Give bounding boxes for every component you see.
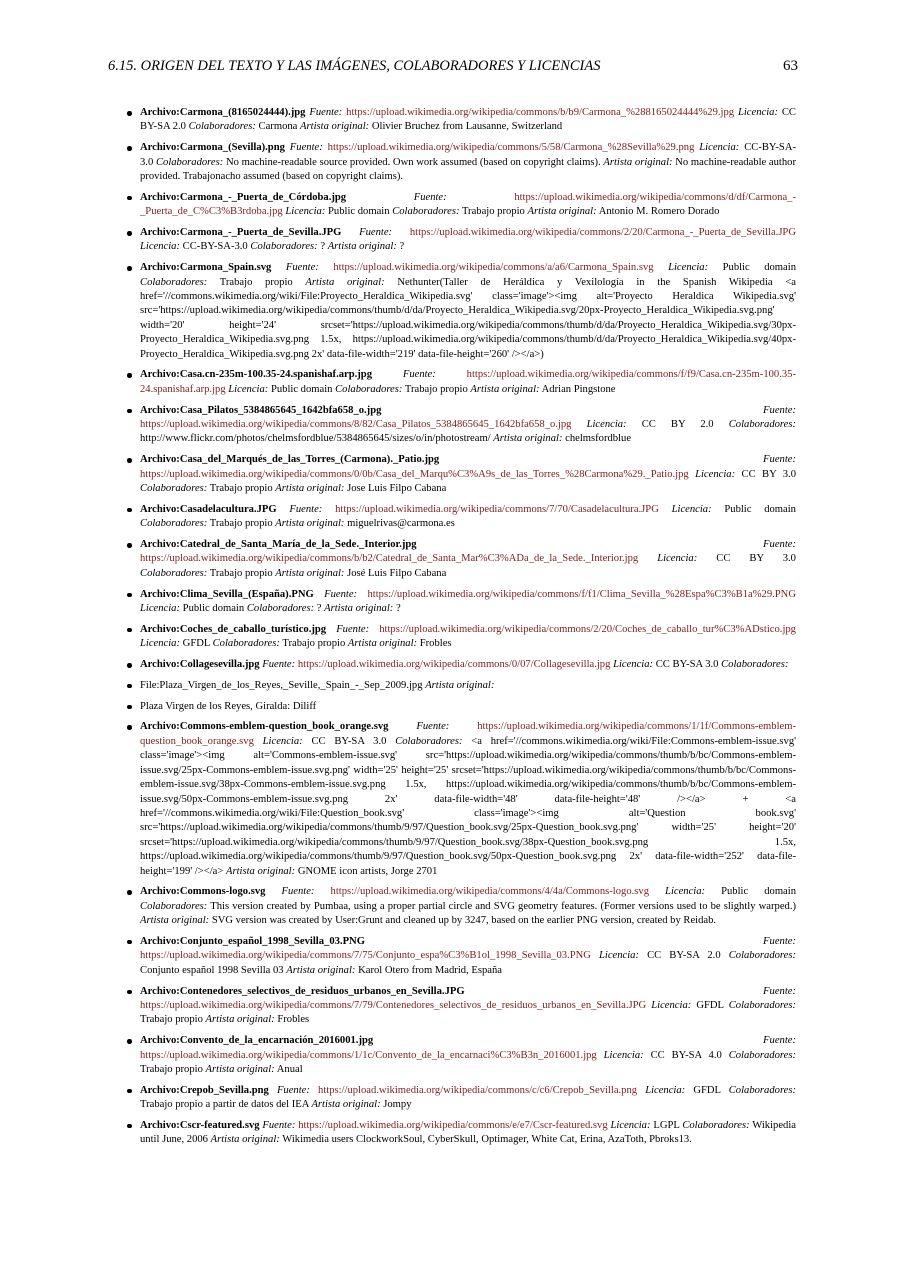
license-value: Public domain xyxy=(270,383,333,395)
list-item xyxy=(140,1034,796,1077)
license-label: Licencia: xyxy=(668,262,709,274)
license-value: GFDL xyxy=(693,1084,721,1096)
entry-file-name: Archivo:Commons-logo.svg xyxy=(140,886,266,898)
contributors-label: Colaboradores: xyxy=(728,419,797,431)
artist-label: Artista original: xyxy=(275,483,345,495)
contributors-label: Colaboradores: xyxy=(392,206,460,218)
license-value: CC BY-SA 2.0 xyxy=(140,107,796,133)
license-value: CC BY 3.0 xyxy=(741,468,797,480)
list-item xyxy=(140,503,796,532)
source-link[interactable]: https://upload.wikimedia.org/wikipedia/commons/0/0b/Casa_del_Marqu%C3%A9s_de_las_Torres_%28Carmona%29._Patio.jpg xyxy=(140,468,689,480)
contributors-label: Colaboradores: xyxy=(188,121,256,133)
list-item xyxy=(140,679,796,693)
list-item xyxy=(140,985,796,1028)
artist-label: Artista original: xyxy=(347,638,418,650)
entry-file-name: Archivo:Convento_de_la_encarnación_2016001.jpg xyxy=(140,1035,374,1047)
source-link[interactable]: https://upload.wikimedia.org/wikipedia/commons/f/f1/Clima_Sevilla_%28Espa%C3%B1a%29.PNG xyxy=(367,588,796,600)
source-link[interactable]: https://upload.wikimedia.org/wikipedia/commons/b/b2/Catedral_de_Santa_Mar%C3%ADa_de_la_Sede._Interior.jpg xyxy=(140,553,639,565)
artist-label: Artista original: xyxy=(324,603,394,615)
artist-label: Artista original: xyxy=(225,865,296,877)
source-label: Fuente: xyxy=(309,107,343,118)
artist-value: Jose Luis Filpo Cabana xyxy=(347,483,447,495)
contributors-label: Colaboradores: xyxy=(728,999,797,1011)
artist-label: Artista original: xyxy=(327,241,397,253)
artist-value: José Luis Filpo Cabana xyxy=(347,567,447,579)
source-link[interactable]: https://upload.wikimedia.org/wikipedia/commons/7/70/Casadelacultura.JPG xyxy=(335,503,659,515)
entry-file-name: Archivo:Carmona_(8165024444).jpg xyxy=(140,107,306,118)
entry-file-name: Archivo:Crepob_Sevilla.png xyxy=(140,1084,269,1096)
artist-label: Artista original: xyxy=(527,206,597,218)
list-item xyxy=(140,885,796,928)
list-item xyxy=(140,368,796,397)
license-value: LGPL xyxy=(653,1119,680,1131)
attribution-list xyxy=(140,106,796,1154)
contributors-label: Colaboradores: xyxy=(140,276,208,288)
license-value: Public domain xyxy=(724,503,796,515)
contributors-value: This version created by Pumbaa, using a proper partial circle and SVG geometry features. (Former versions used to be slightly warped.) xyxy=(210,900,796,912)
source-label: Fuente: xyxy=(413,191,447,203)
contributors-value: http://www.flickr.com/photos/chelmsfordblue/5384865645/sizes/o/in/photostream/ xyxy=(140,433,491,445)
artist-label: Artista original: xyxy=(311,1099,381,1111)
list-item xyxy=(140,538,796,581)
license-label: Licencia: xyxy=(140,603,181,615)
entry-file-name: Archivo:Carmona_Spain.svg xyxy=(140,262,272,274)
license-label: Licencia: xyxy=(586,419,627,431)
source-link[interactable]: https://upload.wikimedia.org/wikipedia/commons/1/1c/Convento_de_la_encarnaci%C3%B3n_2016001.jpg xyxy=(140,1049,597,1061)
list-item xyxy=(140,106,796,135)
license-value: CC BY-SA 3.0 xyxy=(655,659,719,671)
entry-file-name: Archivo:Coches_de_caballo_turístico.jpg xyxy=(140,623,327,635)
artist-value: Frobles xyxy=(419,638,452,650)
entry-file-name: Archivo:Casa_Pilatos_5384865645_1642bfa658_o.jpg xyxy=(140,404,382,416)
license-label: Licencia: xyxy=(695,468,736,480)
contributors-value: Trabajo propio xyxy=(209,483,273,495)
artist-label: Artista original: xyxy=(275,518,345,530)
license-value: Public domain xyxy=(722,262,796,274)
artist-value: Frobles xyxy=(277,1014,310,1026)
source-label: Fuente: xyxy=(276,1084,310,1096)
license-label: Licencia: xyxy=(657,553,698,565)
artist-value: Wikimedia users ClockworkSoul, CyberSkull, Optimager, White Cat, Erina, AzaToth, Pbroks13. xyxy=(282,1134,692,1146)
contributors-label: Colaboradores: xyxy=(140,483,208,495)
artist-label: Artista original: xyxy=(493,433,563,445)
source-label: Fuente: xyxy=(262,659,296,671)
source-link[interactable]: https://upload.wikimedia.org/wikipedia/commons/4/4a/Commons-logo.svg xyxy=(330,886,649,898)
artist-value: ? xyxy=(395,603,401,615)
artist-value: Jompy xyxy=(383,1099,412,1111)
entry-file-name: Archivo:Catedral_de_Santa_María_de_la_Sede._Interior.jpg xyxy=(140,539,417,551)
license-value: CC BY-SA 3.0 xyxy=(311,735,387,747)
artist-label: Artista original: xyxy=(603,156,673,168)
source-link[interactable]: https://upload.wikimedia.org/wikipedia/commons/2/20/Carmona_-_Puerta_de_Sevilla.JPG xyxy=(409,227,796,239)
contributors-value: Trabajo propio xyxy=(282,638,346,650)
source-label: Fuente: xyxy=(402,369,436,381)
contributors-label: Colaboradores: xyxy=(335,383,403,395)
list-item xyxy=(140,191,796,220)
contributors-label: Colaboradores: xyxy=(155,156,224,168)
page-number: 63 xyxy=(783,58,798,74)
contributors-value: Trabajo propio xyxy=(209,567,273,579)
license-value: CC BY 3.0 xyxy=(716,553,796,565)
source-label: Fuente: xyxy=(281,886,315,898)
list-item xyxy=(140,141,796,184)
list-item xyxy=(140,1119,796,1148)
artist-label: Artista original: xyxy=(286,964,356,976)
list-item xyxy=(140,623,796,652)
source-link[interactable]: https://upload.wikimedia.org/wikipedia/commons/a/a6/Carmona_Spain.svg xyxy=(333,262,654,274)
artist-value: Karol Otero from Madrid, España xyxy=(358,964,502,976)
contributors-label: Colaboradores: xyxy=(140,900,208,912)
artist-value: Adrian Pingstone xyxy=(541,383,616,395)
license-value: CC BY 2.0 xyxy=(641,419,714,431)
artist-value: ? xyxy=(399,241,405,253)
contributors-value: Trabajo propio xyxy=(140,1063,203,1075)
contributors-label: Colaboradores: xyxy=(250,241,318,253)
entry-file-name: Archivo:Collagesevilla.jpg xyxy=(140,659,260,671)
list-item xyxy=(140,700,796,714)
artist-value: SVG version was created by User:Grunt and cleaned up by 3247, based on the earlier PNG version, created by Reidab. xyxy=(211,915,717,927)
artist-value: chelmsfordblue xyxy=(565,433,632,445)
artist-label: Artista original: xyxy=(275,567,345,579)
contributors-value: Wikipedia until June, 2006 xyxy=(140,1119,796,1146)
contributors-value: Trabajo propio xyxy=(209,518,273,530)
source-label: Fuente: xyxy=(763,985,796,997)
license-label: Licencia: xyxy=(610,1119,651,1131)
contributors-label: Colaboradores: xyxy=(395,735,463,747)
contributors-value: Trabajo propio a partir de datos del IEA xyxy=(140,1099,309,1111)
artist-value: miguelrivas@carmona.es xyxy=(347,518,455,530)
entry-file-name: Archivo:Cscr-featured.svg xyxy=(140,1119,260,1131)
source-label: Fuente: xyxy=(763,404,796,416)
license-label: Licencia: xyxy=(140,638,181,650)
artist-label: Artista original: xyxy=(205,1014,275,1026)
contributors-value: <a href='//commons.wikimedia.org/wiki/File:Commons-emblem-issue.svg' class='image'><img alt='Commons-emblem-issue.svg' src='https://upload.wikimedia.org/wikipedia/commons/thumb/b/bc/Commons-emblem-issue.svg/25px-Commons-emblem-issue.svg.png' width='25' height='25' srcset='https://upload.wikimedia.org/wikipedia/commons/thumb/b/bc/Commons-emblem-issue.svg/38px-Commons-emblem-issue.svg.png 1.5x, https://upload.wikimedia.org/wikipedia/commons/thumb/b/bc/Commons-emblem-issue.svg/50px-Commons-emblem-issue.svg.png 2x' data-file-width='48' data-file-height='48' /></a> + <a href='//commons.wikimedia.org/wiki/File:Question_book.svg' class='image'><img alt='Question book.svg' src='https://upload.wikimedia.org/wikipedia/commons/thumb/9/97/Question_book.svg/25px-Question_book.svg.png' width='25' height='20' srcset='https://upload.wikimedia.org/wikipedia/commons/thumb/9/97/Question_book.svg/38px-Question_book.svg.png 1.5x, https://upload.wikimedia.org/wikipedia/commons/thumb/9/97/Question_book.svg/50px-Question_book.svg.png 2x' data-file-width='252' data-file-height='199' /></a> xyxy=(140,735,797,877)
license-label: Licencia: xyxy=(699,142,740,154)
source-link[interactable]: https://upload.wikimedia.org/wikipedia/commons/7/79/Contenedores_selectivos_de_residuos_urbanos_en_Sevilla.JPG xyxy=(140,999,647,1011)
contributors-value: ? xyxy=(320,241,326,253)
entry-file-name: Archivo:Commons-emblem-question_book_orange.svg xyxy=(140,721,389,733)
artist-value: Olivier Bruchez from Lausanne, Switzerland xyxy=(371,121,563,133)
contributors-value: Carmona xyxy=(258,121,298,133)
contributors-value: No machine-readable source provided. Own work assumed (based on copyright claims). xyxy=(225,156,601,168)
license-label: Licencia: xyxy=(737,107,778,118)
contributors-value: Trabajo propio xyxy=(461,206,525,218)
entry-plain: File:Plaza_Virgen_de_los_Reyes,_Seville,_Spain_-_Sep_2009.jpg xyxy=(140,679,423,691)
artist-label: Artista original: xyxy=(305,276,385,288)
source-link[interactable]: https://upload.wikimedia.org/wikipedia/commons/5/58/Carmona_%28Sevilla%29.png xyxy=(327,142,695,154)
contributors-label: Colaboradores: xyxy=(140,567,208,579)
license-value: Public domain xyxy=(182,603,245,615)
license-value: GFDL xyxy=(182,638,210,650)
license-label: Licencia: xyxy=(603,1049,644,1061)
artist-label: Artista original: xyxy=(470,383,540,395)
entry-file-name: Archivo:Conjunto_español_1998_Sevilla_03.PNG xyxy=(140,935,365,947)
license-label: Licencia: xyxy=(598,950,639,962)
entry-file-name: Archivo:Carmona_(Sevilla).png xyxy=(140,142,285,154)
source-link[interactable]: https://upload.wikimedia.org/wikipedia/commons/e/e7/Cscr-featured.svg xyxy=(298,1119,608,1131)
entry-file-name: Archivo:Carmona_-_Puerta_de_Córdoba.jpg xyxy=(140,191,347,203)
contributors-label: Colaboradores: xyxy=(728,950,796,962)
source-label: Fuente: xyxy=(763,935,796,947)
source-link[interactable]: https://upload.wikimedia.org/wikipedia/commons/1/1f/Commons-emblem-question_book_orange.svg xyxy=(140,721,796,747)
entry-file-name: Archivo:Contenedores_selectivos_de_residuos_urbanos_en_Sevilla.JPG xyxy=(140,985,465,997)
source-label: Fuente: xyxy=(336,623,370,635)
list-item xyxy=(140,404,796,447)
license-label: Licencia: xyxy=(228,383,269,395)
contributors-value: ? xyxy=(316,603,322,615)
source-label: Fuente: xyxy=(262,1119,296,1131)
source-label: Fuente: xyxy=(289,142,323,154)
license-value: CC BY-SA 2.0 xyxy=(647,950,721,962)
entry-file-name: Archivo:Clima_Sevilla_(España).PNG xyxy=(140,588,314,600)
list-item xyxy=(140,261,796,362)
source-label: Fuente: xyxy=(763,539,796,551)
source-link[interactable]: https://upload.wikimedia.org/wikipedia/commons/c/c6/Crepob_Sevilla.png xyxy=(318,1084,638,1096)
contributors-label: Colaboradores: xyxy=(728,1084,797,1096)
source-label: Fuente: xyxy=(763,454,796,466)
list-item xyxy=(140,226,796,255)
list-item xyxy=(140,588,796,617)
license-value: Public domain xyxy=(328,206,390,218)
artist-value: Nethunter(Taller de Heráldica y Vexilología in the Spanish Wikipedia <a href='//commons.wikimedia.org/wiki/File:Proyecto_Heraldica_Wikipedia.svg' class='image'><img alt='Proyecto Heraldica Wikipedia.svg' src='https://upload.wikimedia.org/wikipedia/commons/thumb/d/da/Proyecto_Heraldica_Wikipedia.svg/20px-Proyecto_Heraldica_Wikipedia.svg.png' width='20' height='24' srcset='https://upload.wikimedia.org/wikipedia/commons/thumb/d/da/Proyecto_Heraldica_Wikipedia.svg/30px-Proyecto_Heraldica_Wikipedia.svg.png 1.5x, https://upload.wikimedia.org/wikipedia/commons/thumb/d/da/Proyecto_Heraldica_Wikipedia.svg/40px-Proyecto_Heraldica_Wikipedia.svg.png 2x' data-file-width='219' data-file-height='260' /></a>) xyxy=(140,276,796,360)
source-label: Fuente: xyxy=(416,721,450,733)
list-item xyxy=(140,453,796,496)
license-label: Licencia: xyxy=(140,241,181,253)
contributors-label: Colaboradores: xyxy=(721,659,789,671)
artist-label: Artista original: xyxy=(140,915,210,927)
license-label: Licencia: xyxy=(671,503,712,515)
license-label: Licencia: xyxy=(285,206,326,218)
source-label: Fuente: xyxy=(763,1035,796,1047)
artist-label: Artista original: xyxy=(425,679,495,691)
entry-plain: Plaza Virgen de los Reyes, Giralda: Diliff xyxy=(140,700,317,712)
entry-file-name: Archivo:Carmona_-_Puerta_de_Sevilla.JPG xyxy=(140,227,342,239)
source-link[interactable]: https://upload.wikimedia.org/wikipedia/commons/7/75/Conjunto_espa%C3%B1ol_1998_Sevilla_03.PNG xyxy=(140,950,591,962)
contributors-label: Colaboradores: xyxy=(682,1119,750,1131)
list-item xyxy=(140,1084,796,1113)
artist-value: Antonio M. Romero Dorado xyxy=(598,206,720,218)
list-item xyxy=(140,658,796,672)
source-link[interactable]: https://upload.wikimedia.org/wikipedia/commons/2/20/Coches_de_caballo_tur%C3%ADstico.jpg xyxy=(379,623,796,635)
license-value: Public domain xyxy=(721,886,796,898)
contributors-value: Trabajo propio xyxy=(404,383,468,395)
license-value: CC-BY-SA-3.0 xyxy=(140,142,797,168)
source-link[interactable]: https://upload.wikimedia.org/wikipedia/commons/8/82/Casa_Pilatos_5384865645_1642bfa658_o.jpg xyxy=(140,419,572,431)
section-title: 6.15. ORIGEN DEL TEXTO Y LAS IMÁGENES, COLABORADORES Y LICENCIAS xyxy=(108,58,601,74)
license-value: GFDL xyxy=(696,999,724,1011)
contributors-label: Colaboradores: xyxy=(246,603,315,615)
license-label: Licencia: xyxy=(665,886,706,898)
entry-file-name: Archivo:Casa_del_Marqués_de_las_Torres_(Carmona)._Patio.jpg xyxy=(140,454,440,466)
artist-label: Artista original: xyxy=(300,121,370,133)
entry-file-name: Archivo:Casa.cn-235m-100.35-24.spanishaf.arp.jpg xyxy=(140,369,372,381)
license-value: CC-BY-SA-3.0 xyxy=(182,241,248,253)
source-label: Fuente: xyxy=(285,262,319,274)
source-label: Fuente: xyxy=(289,503,323,515)
source-label: Fuente: xyxy=(359,227,393,239)
artist-value: GNOME icon artists, Jorge 2701 xyxy=(297,865,438,877)
source-link[interactable]: https://upload.wikimedia.org/wikipedia/commons/f/f9/Casa.cn-235m-100.35-24.spanishaf.arp.jpg xyxy=(140,369,796,395)
contributors-label: Colaboradores: xyxy=(212,638,280,650)
artist-label: Artista original: xyxy=(205,1063,275,1075)
contributors-value: Trabajo propio xyxy=(140,1014,203,1026)
artist-label: Artista original: xyxy=(210,1134,280,1146)
license-label: Licencia: xyxy=(651,999,692,1011)
contributors-value: Trabajo propio xyxy=(219,276,293,288)
list-item xyxy=(140,720,796,878)
contributors-label: Colaboradores: xyxy=(728,1049,796,1061)
source-link[interactable]: https://upload.wikimedia.org/wikipedia/commons/0/07/Collagesevilla.jpg xyxy=(297,659,611,671)
license-label: Licencia: xyxy=(262,735,303,747)
running-header xyxy=(108,58,798,80)
source-label: Fuente: xyxy=(324,588,358,600)
license-label: Licencia: xyxy=(613,659,654,671)
artist-value: Anual xyxy=(276,1063,303,1075)
source-link[interactable]: https://upload.wikimedia.org/wikipedia/commons/b/b9/Carmona_%288165024444%29.jpg xyxy=(346,107,735,118)
source-link[interactable]: https://upload.wikimedia.org/wikipedia/commons/d/df/Carmona_-_Puerta_de_C%C3%B3rdoba.jpg xyxy=(140,191,796,218)
license-label: Licencia: xyxy=(645,1084,686,1096)
contributors-label: Colaboradores: xyxy=(140,518,208,530)
list-item xyxy=(140,935,796,978)
contributors-value: Conjunto español 1998 Sevilla 03 xyxy=(140,964,284,976)
entry-file-name: Archivo:Casadelacultura.JPG xyxy=(140,503,277,515)
license-value: CC BY-SA 4.0 xyxy=(650,1049,722,1061)
artist-value: No machine-readable author provided. Trabajonacho assumed (based on copyright claims). xyxy=(140,156,796,183)
